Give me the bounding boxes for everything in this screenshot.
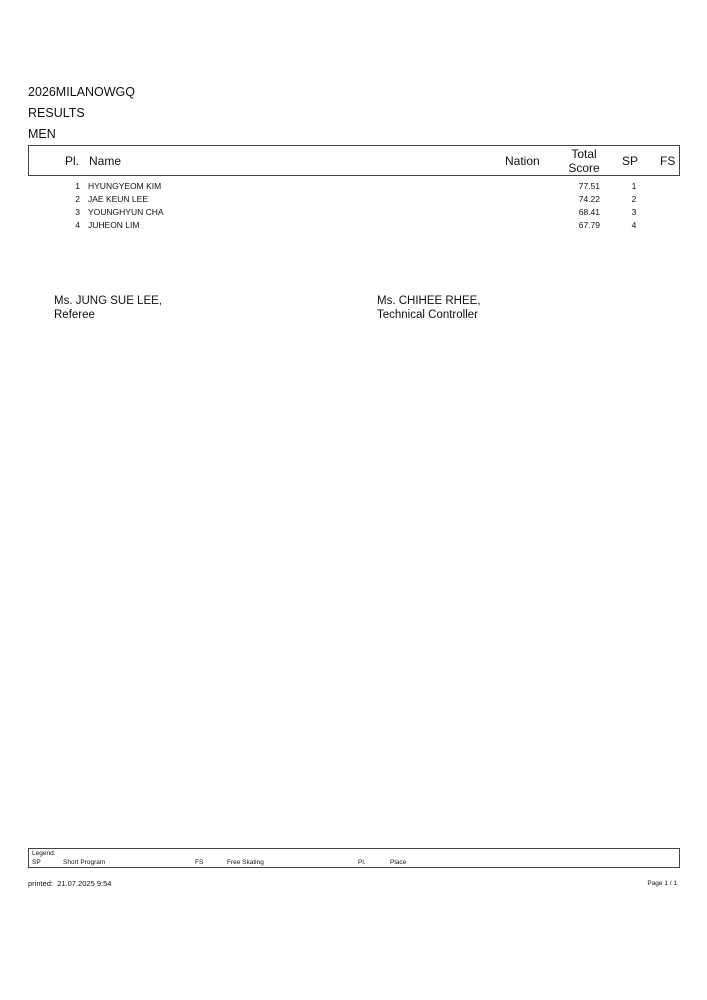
row-total-score: 68.41 [578, 207, 600, 217]
technical-controller-block [377, 294, 481, 322]
row-total-score: 74.22 [578, 194, 600, 204]
printed-label: printed: [28, 879, 54, 888]
row-place: 4 [75, 220, 80, 230]
referee-role: Referee [54, 309, 95, 321]
row-name: JAE KEUN LEE [88, 194, 148, 204]
header-place: Pl. [65, 154, 80, 168]
printed-timestamp [28, 879, 111, 888]
legend-abbr-pl: Pl. [358, 859, 366, 866]
row-name: JUHEON LIM [88, 220, 140, 230]
table-row [28, 194, 680, 207]
technical-controller-name: Ms. CHIHEE RHEE, [377, 295, 481, 307]
header-name: Name [89, 154, 122, 168]
header-total-line2: Score [568, 161, 600, 175]
legend-abbr-fs: FS [195, 859, 204, 866]
legend-meaning-fs: Free Skating [227, 859, 264, 866]
row-sp: 1 [631, 181, 637, 191]
header-nation: Nation [505, 154, 540, 168]
table-row [28, 207, 680, 220]
table-row [28, 220, 680, 233]
legend-title: Legend: [32, 850, 56, 857]
results-table-body [28, 181, 680, 233]
row-sp: 3 [631, 207, 637, 217]
legend-meaning-sp: Short Program [63, 859, 106, 866]
header-fs: FS [660, 154, 676, 168]
row-name: HYUNGYEOM KIM [88, 181, 162, 191]
legend-box [28, 848, 680, 868]
document-type: RESULTS [28, 106, 85, 120]
header-sp: SP [622, 154, 639, 168]
legend-abbr-sp: SP [32, 859, 41, 866]
category-label: MEN [28, 127, 56, 141]
event-title: 2026MILANOWGQ [28, 85, 135, 99]
page-number: Page 1 / 1 [647, 880, 677, 887]
header-total-score [559, 147, 609, 175]
row-sp: 2 [631, 194, 637, 204]
row-total-score: 77.51 [578, 181, 600, 191]
row-place: 2 [75, 194, 80, 204]
row-total-score: 67.79 [578, 220, 600, 230]
printed-value: 21.07.2025 9:54 [57, 879, 112, 888]
referee-name: Ms. JUNG SUE LEE, [54, 295, 162, 307]
row-place: 3 [75, 207, 80, 217]
row-sp: 4 [631, 220, 637, 230]
table-row [28, 181, 680, 194]
technical-controller-role: Technical Controller [377, 309, 478, 321]
row-place: 1 [75, 181, 80, 191]
row-name: YOUNGHYUN CHA [88, 207, 164, 217]
legend-meaning-pl: Place [390, 859, 407, 866]
header-total-line1: Total [571, 147, 597, 161]
results-table-header [28, 145, 680, 176]
referee-block [54, 294, 162, 322]
